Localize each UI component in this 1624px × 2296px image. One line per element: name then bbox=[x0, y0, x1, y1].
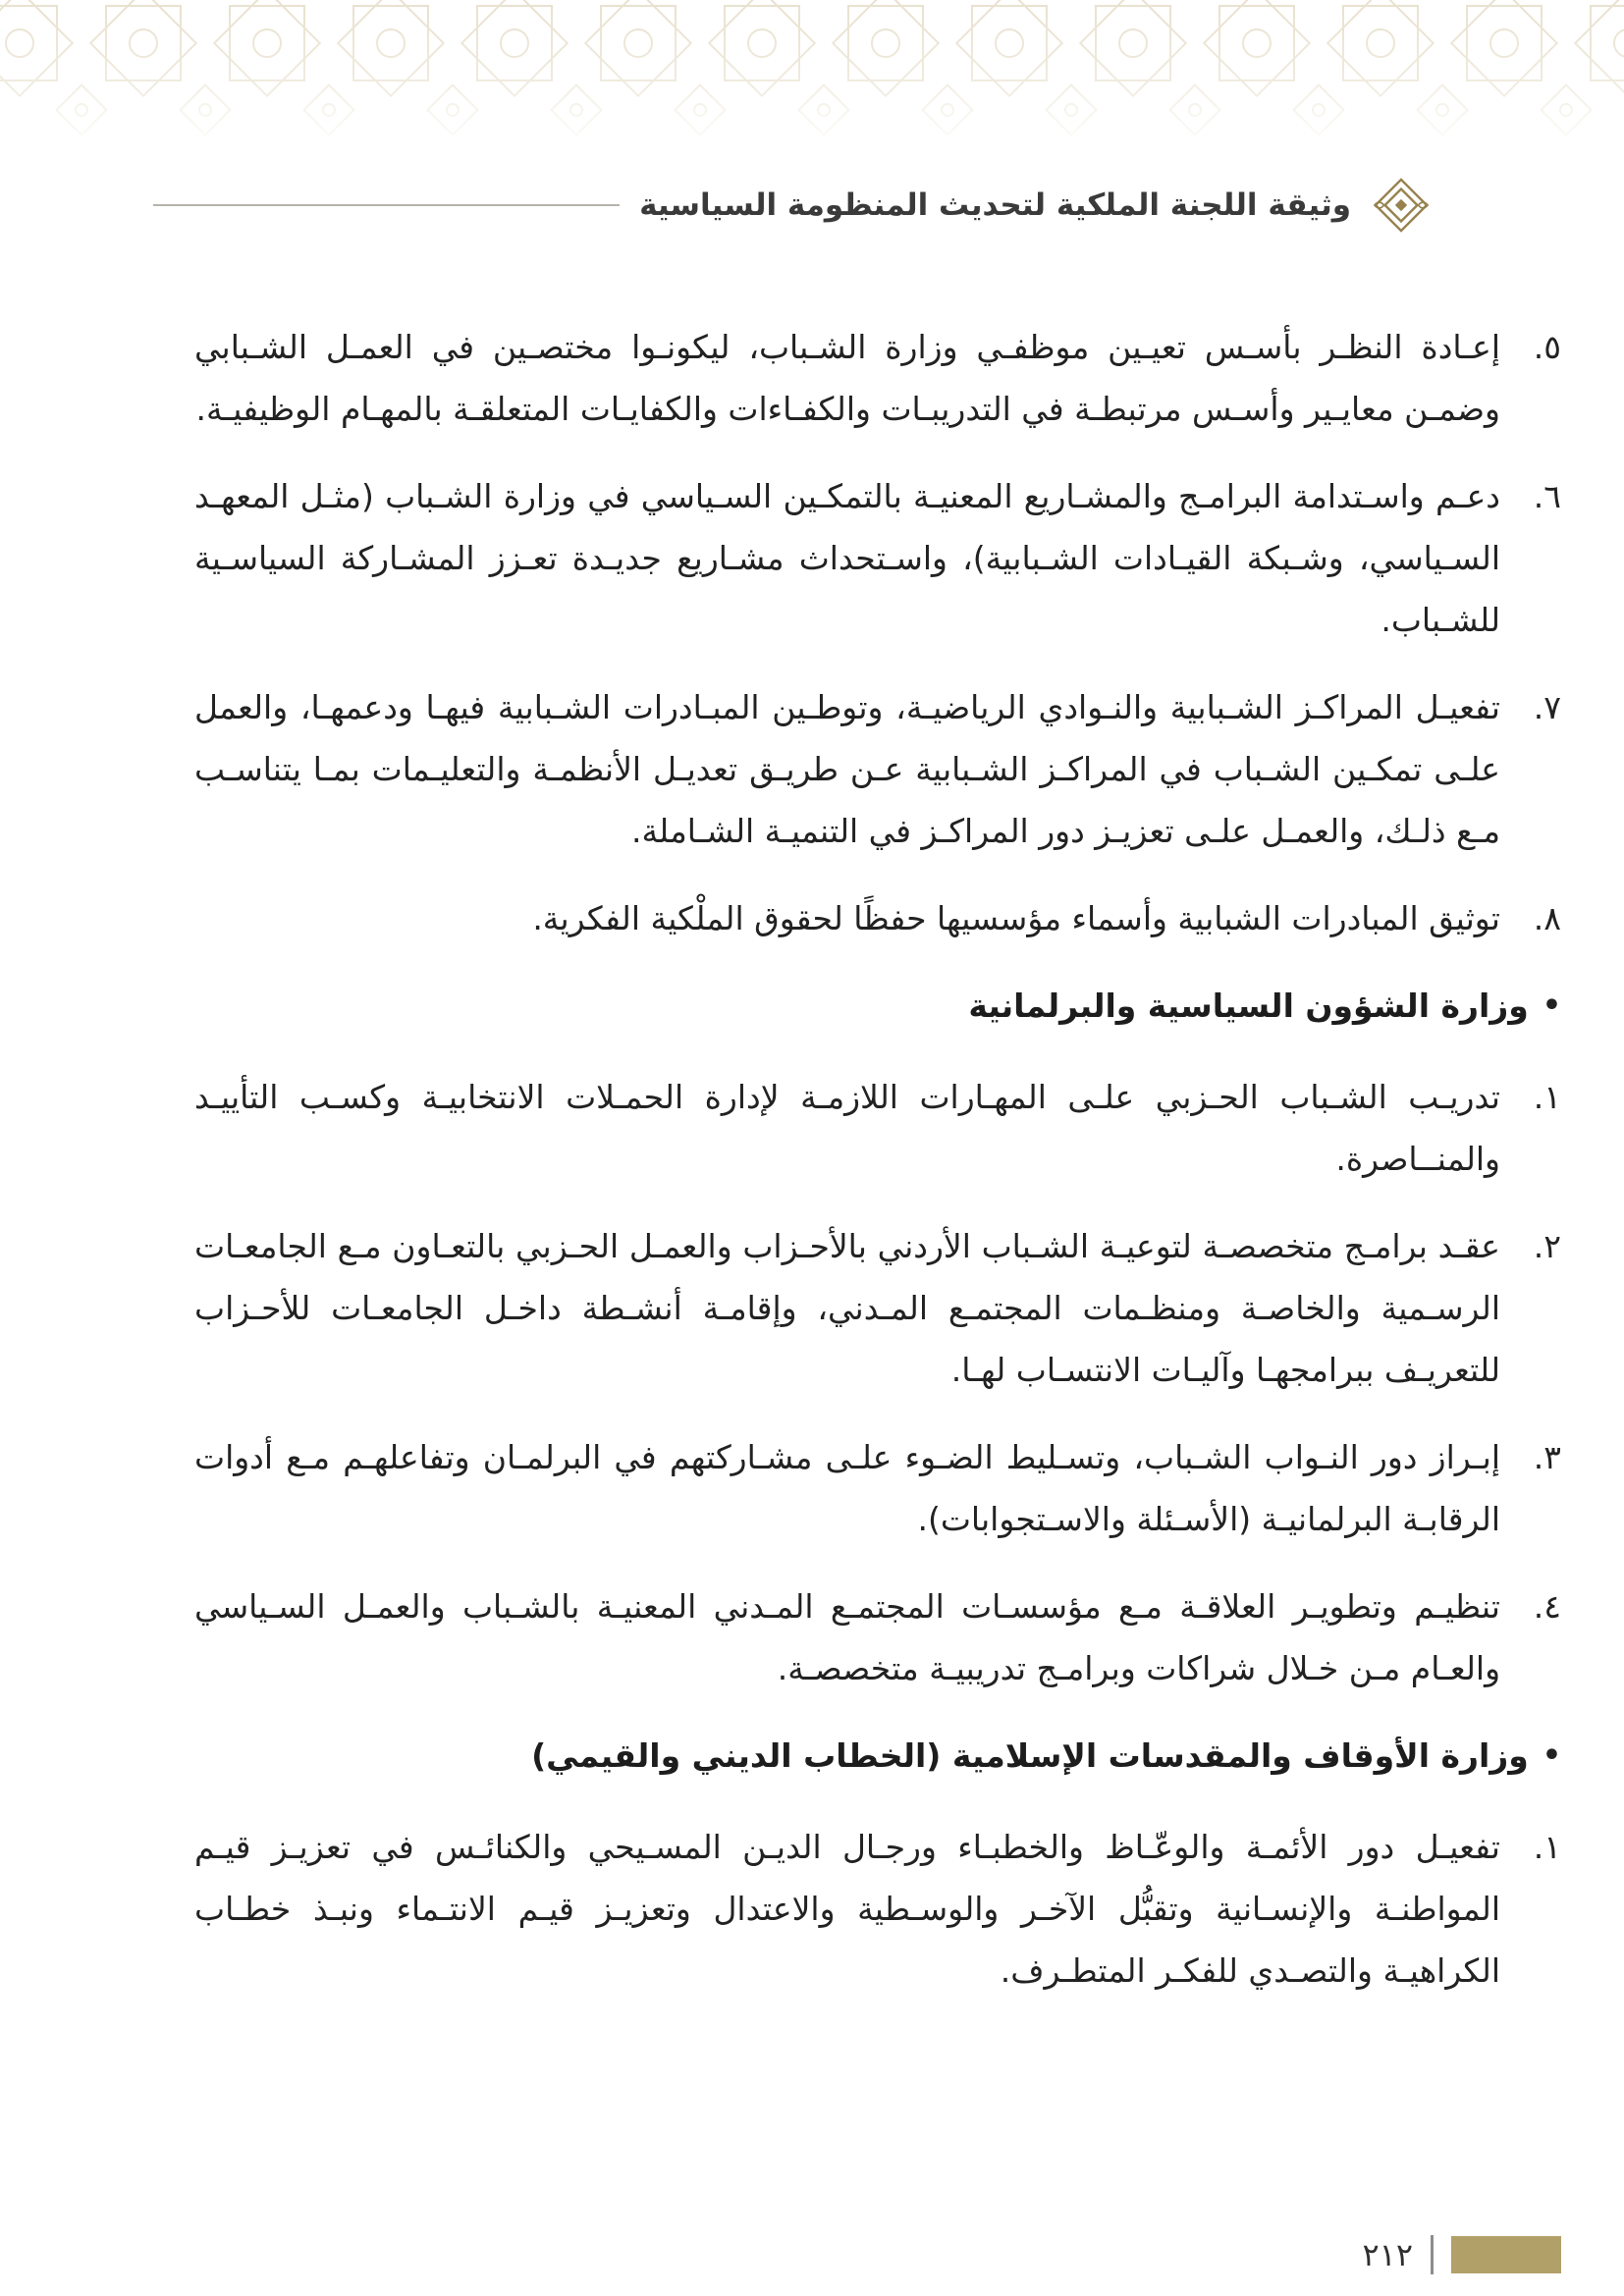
footer-accent-block bbox=[1451, 2236, 1561, 2273]
item-text: تفعيـل المراكـز الشـبابية والنـوادي الرياضيـة، وتوطـين المبـادرات الشـبابية فيهـا ودعمهـا، والعمل علـى تمكـين الشـباب في المراكـز الشـبابية عـن طريـق تعديـل الأنظمـة والتعليـمات بمـا يتناسـب مـع ذلـك، والعمـل علـى تعزيـز دور المراكـز في التنميـة الشـاملة. bbox=[194, 688, 1500, 850]
bullet-icon: • bbox=[1542, 988, 1561, 1023]
item-number: ١. bbox=[1533, 1828, 1561, 1866]
section-heading bbox=[194, 975, 1561, 1037]
item-text: تفعيـل دور الأئمـة والوعّـاظ والخطبـاء ورجـال الديـن المسـيحي والكنائـس في تعزيـز قيـم المواطنـة والإنسـانية وتقبُّل الآخـر والوسـطية والاعتدال وتعزيـز قيـم الانتـماء ونبـذ خطـاب الكراهيـة والتصـدي للفكـر المتطـرف. bbox=[194, 1828, 1500, 1990]
pattern-fade-overlay bbox=[0, 0, 1624, 157]
item-number: ٢. bbox=[1533, 1227, 1561, 1265]
numbered-item bbox=[194, 1215, 1561, 1401]
item-text: إبـراز دور النـواب الشـباب، وتسـليط الضـوء علـى مشـاركتهم في البرلمـان وتفاعلهـم مـع أدوات الرقابـة البرلمانيـة (الأسـئلة والاسـتجوابات). bbox=[194, 1438, 1500, 1538]
section-heading-text: وزارة الشؤون السياسية والبرلمانية bbox=[968, 987, 1529, 1025]
item-text: تدريـب الشـباب الحـزبي علـى المهـارات اللازمـة لإدارة الحمـلات الانتخابيـة وكسـب التأييـد والمنــاصرة. bbox=[194, 1078, 1500, 1178]
geometric-pattern-icon bbox=[0, 0, 1624, 157]
page-header bbox=[147, 175, 1432, 236]
decorative-header-pattern bbox=[0, 0, 1624, 157]
item-text: إعـادة النظـر بأسـس تعيـين موظفـي وزارة الشـباب، ليكونـوا مختصـين في العمـل الشـبابي وضمـن معايـير وأسـس مرتبطـة في التدريبـات والكفـاءات والكفايـات المتعلقـة بالمهـام الوظيفيـة. bbox=[194, 328, 1500, 428]
header-rule bbox=[153, 204, 620, 206]
item-text: دعـم واسـتدامة البرامـج والمشـاريع المعنيـة بالتمكـين السـياسي في وزارة الشـباب (مثـل المعهـد السـياسي، وشـبكة القيـادات الشـبابية)، واسـتحداث مشـاريع جديـدة تعـزز المشـاركة السياسـية للشـباب. bbox=[194, 477, 1500, 639]
numbered-item bbox=[194, 316, 1561, 440]
section-heading bbox=[194, 1725, 1561, 1787]
item-text: عقـد برامـج متخصصـة لتوعيـة الشـباب الأردني بالأحـزاب والعمـل الحـزبي بالتعـاون مـع الجامعـات الرسـمية والخاصـة ومنظـمات المجتمـع المـدني، وإقامـة أنشـطة داخـل الجامعـات للأحـزاب للتعريـف ببرامجهـا وآليـات الانتسـاب لهـا. bbox=[194, 1227, 1500, 1389]
page-footer bbox=[1362, 2235, 1561, 2274]
page-number: ٢١٢ bbox=[1362, 2236, 1413, 2273]
diamond-ornament-icon bbox=[1371, 175, 1432, 236]
running-title: وثيقة اللجنة الملكية لتحديث المنظومة السياسية bbox=[639, 187, 1351, 223]
item-number: ٥. bbox=[1533, 328, 1561, 366]
item-number: ١. bbox=[1533, 1078, 1561, 1116]
numbered-item bbox=[194, 1575, 1561, 1699]
item-number: ٤. bbox=[1533, 1587, 1561, 1626]
footer-divider bbox=[1431, 2235, 1434, 2274]
item-number: ٦. bbox=[1533, 477, 1561, 515]
numbered-item bbox=[194, 887, 1561, 949]
item-number: ٨. bbox=[1533, 899, 1561, 937]
numbered-item bbox=[194, 1816, 1561, 2002]
numbered-item bbox=[194, 1066, 1561, 1190]
numbered-item bbox=[194, 465, 1561, 651]
item-number: ٧. bbox=[1533, 688, 1561, 726]
section-heading-text: وزارة الأوقاف والمقدسات الإسلامية (الخطاب الديني والقيمي) bbox=[531, 1736, 1529, 1775]
item-text: تنظيـم وتطويـر العلاقـة مـع مؤسسـات المجتمـع المـدني المعنيـة بالشـباب والعمـل السـياسي والعـام مـن خـلال شراكات وبرامـج تدريبيـة متخصصـة. bbox=[194, 1587, 1500, 1687]
numbered-item bbox=[194, 676, 1561, 862]
item-text: توثيق المبادرات الشبابية وأسماء مؤسسيها حفظًا لحقوق الملْكية الفكرية. bbox=[532, 899, 1500, 937]
numbered-item bbox=[194, 1426, 1561, 1550]
bullet-icon: • bbox=[1542, 1738, 1561, 1773]
item-number: ٣. bbox=[1533, 1438, 1561, 1476]
document-body bbox=[194, 316, 1561, 2027]
